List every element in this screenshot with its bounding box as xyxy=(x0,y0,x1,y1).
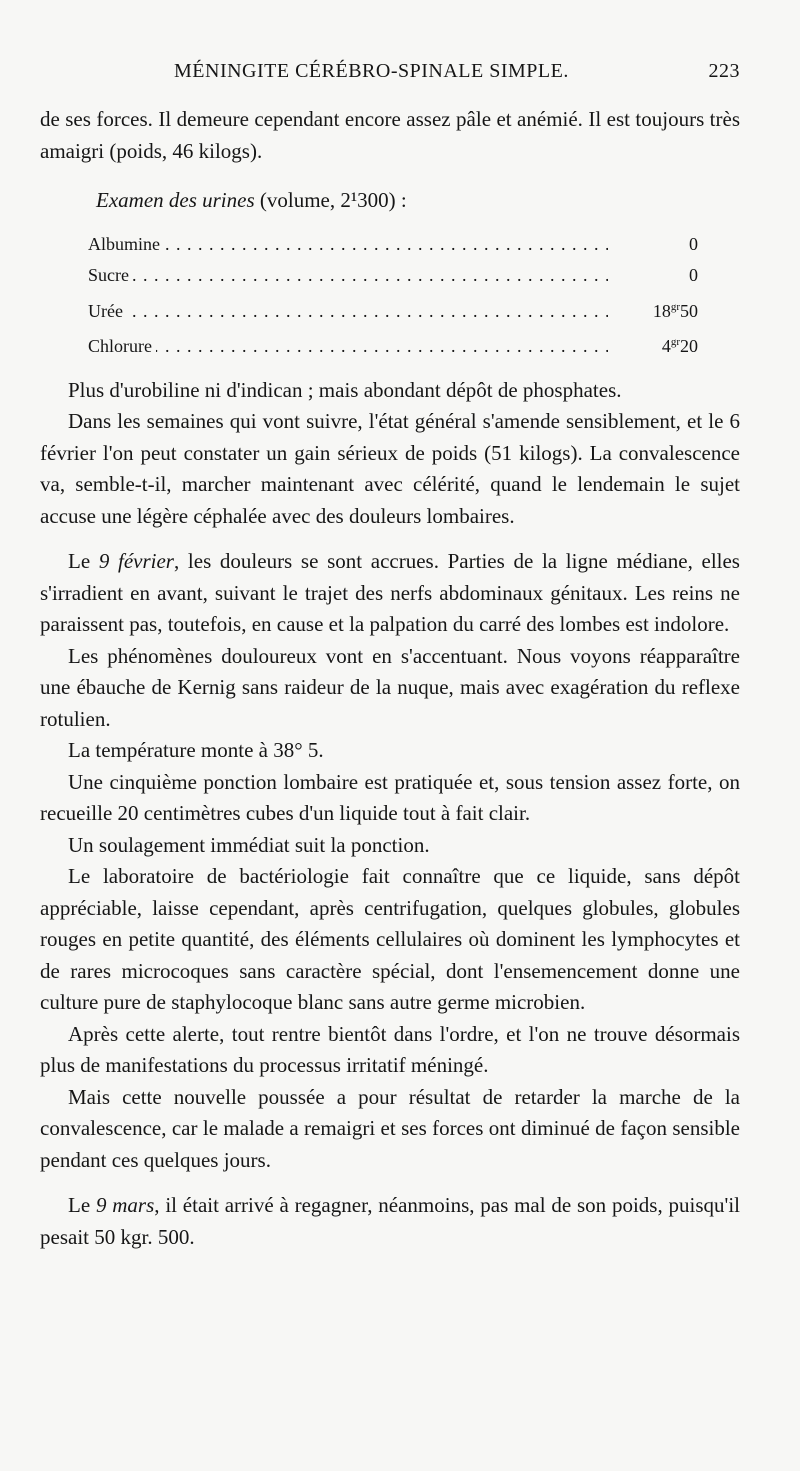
paragraph: Le laboratoire de bactériologie fait connaître que ce liquide, sans dépôt appréciable, laisse cependant, après centrifugation, quelques globules, globules rouges en petite quantité, des éléments cellulaires où dominent les lymphocytes et de rares microcoques sans caractère spécial, dont l'ensemencement donne une culture pure de staphylocoque blanc sans autre germe microbien. xyxy=(40,864,740,1014)
running-header xyxy=(40,60,740,94)
date-emphasis: 9 février xyxy=(98,549,174,573)
paragraph: Plus d'urobiline ni d'indican ; mais abondant dépôt de phosphates. xyxy=(68,377,622,402)
paragraph: Le 9 février, les douleurs se sont accrues. Parties de la ligne médiane, elles s'irradient en avant, suivant le trajet des nerfs abdominaux génitaux. Les reins ne paraissent pas, toutefois, en cause et la palpation du carré des lombes est indolore. xyxy=(40,549,740,636)
paragraph: Une cinquième ponction lombaire est pratiquée et, sous tension assez forte, on recueille 20 centimètres cubes d'un liquide tout à fait clair. xyxy=(40,769,740,825)
paragraph: Les phénomènes douloureux vont en s'accentuant. Nous voyons réapparaître une ébauche de Kernig sans raideur de la nuque, mais avec exagération du reflexe rotulien. xyxy=(40,643,740,731)
page-number: 223 xyxy=(708,60,740,82)
table-row xyxy=(88,292,698,328)
urine-item-value: $18^{gr}50$ xyxy=(652,300,698,321)
paragraph: Le 9 mars, il était arrivé à regagner, néanmoins, pas mal de son poids, puisqu'il pesait 50 kgr. 500. xyxy=(40,1193,740,1249)
paragraph: Après cette alerte, tout rentre bientôt dans l'ordre, et l'on ne trouve désormais plus de manifestations du processus irritatif méningé. xyxy=(40,1021,740,1077)
table-row xyxy=(88,327,698,363)
page-body xyxy=(40,104,740,1253)
urine-item-name: Urée xyxy=(88,301,127,321)
table-row xyxy=(88,229,698,261)
urine-item-value: 0 xyxy=(689,265,698,285)
paragraph: Mais cette nouvelle poussée a pour résultat de retarder la marche de la convalescence, car le malade a remaigri et ses forces ont diminué de façon sensible pendant ces quelques jours. xyxy=(40,1084,740,1172)
urine-item-name: Albumine xyxy=(88,234,164,254)
paragraph: Un soulagement immédiat suit la ponction. xyxy=(68,832,430,857)
urine-item-name: Chlorure xyxy=(88,336,156,356)
urine-table xyxy=(88,229,698,363)
running-title: MÉNINGITE CÉRÉBRO-SPINALE SIMPLE. xyxy=(174,60,569,82)
urine-item-value: $4^{gr}20$ xyxy=(661,336,698,356)
paragraph: Dans les semaines qui vont suivre, l'état général s'amende sensiblement, et le 6 février l'on peut constater un gain sérieux de poids (51 kilogs). La convalescence va, semble-t-il, marcher maintenant avec célérité, quand le lendemain le sujet accuse une légère céphalée avec des douleurs lombaires. xyxy=(40,409,740,528)
urine-item-name: Sucre xyxy=(88,265,133,285)
paragraph: La température monte à 38° 5. xyxy=(68,738,324,762)
urine-item-value: 0 xyxy=(689,233,698,254)
exam-heading xyxy=(40,185,740,217)
paragraph: de ses forces. Il demeure cependant encore assez pâle et anémié. Il est toujours très amaigri (poids, 46 kilogs). xyxy=(40,107,740,163)
table-row xyxy=(88,260,698,292)
exam-volume: (volume, 2¹300) : xyxy=(254,188,407,212)
exam-label: Examen des urines xyxy=(96,188,255,212)
date-emphasis: 9 mars xyxy=(95,1193,155,1217)
